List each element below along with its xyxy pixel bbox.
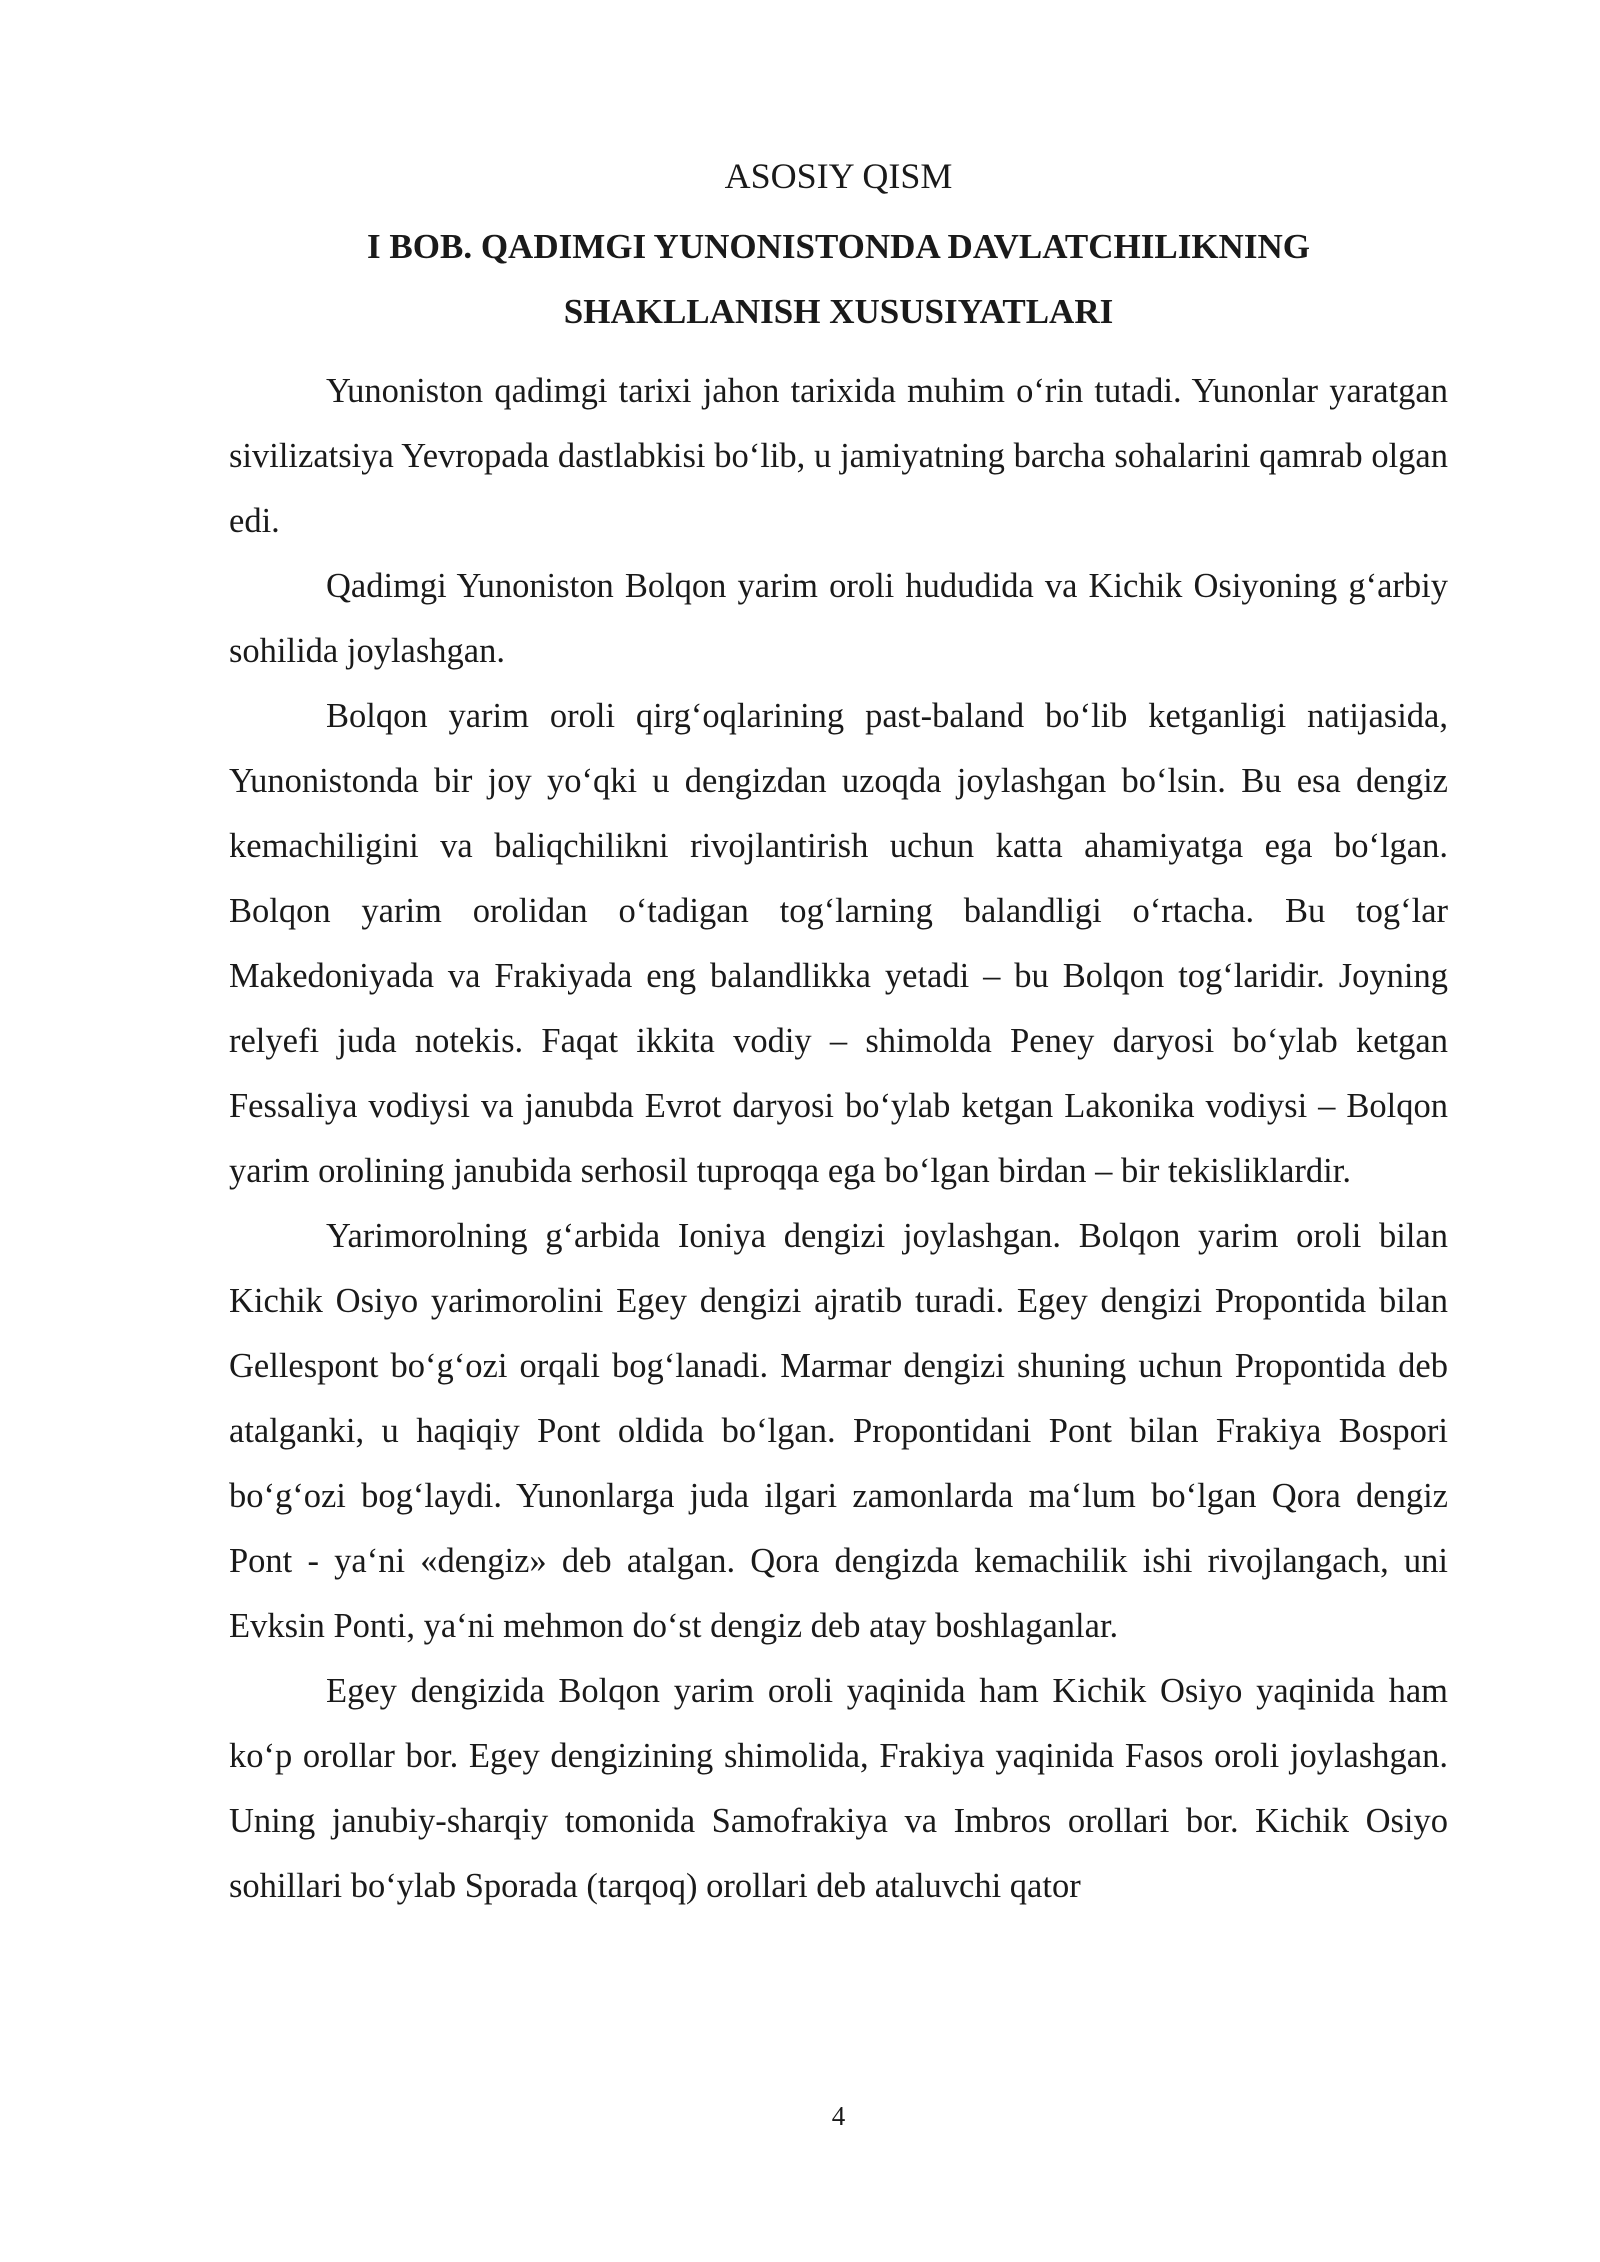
paragraph: Qadimgi Yunoniston Bolqon yarim oroli hududida va Kichik Osiyoning g‘arbiy sohilida joylashgan.: [229, 567, 1448, 670]
chapter-title-line-1: I BOB. QADIMGI YUNONISTONDA DAVLATCHILIKNING: [367, 227, 1310, 266]
paragraph: Yunoniston qadimgi tarixi jahon tarixida muhim o‘rin tutadi. Yunonlar yaratgan sivilizatsiya Yevropada dastlabkisi bo‘lib, u jamiyatning barcha sohalarini qamrab olgan edi.: [229, 372, 1448, 540]
paragraph: Bolqon yarim oroli qirg‘oqlarining past-baland bo‘lib ketganligi natijasida, Yunonistonda bir joy yo‘qki u dengizdan uzoqda joylashgan bo‘lsin. Bu esa dengiz kemachiligini va baliqchilikni rivojlantirish uchun katta ahamiyatga ega bo‘lgan. Bolqon yarim orolidan o‘tadigan tog‘larning balandligi o‘rtacha. Bu tog‘lar Makedoniyada va Frakiyada eng balandlikka yetadi – bu Bolqon tog‘laridir. Joyning relyefi juda notekis. Faqat ikkita vodiy – shimolda Peney daryosi bo‘ylab ketgan Fessaliya vodiysi va janubda Evrot daryosi bo‘ylab ketgan Lakonika vodiysi – Bolqon yarim orolining janubida serhosil tuproqqa ega bo‘lgan birdan – bir tekisliklardir.: [229, 697, 1448, 1190]
chapter-title: [229, 214, 1448, 344]
section-title: ASOSIY QISM: [724, 156, 953, 196]
chapter-title-line-2: SHAKLLANISH XUSUSIYATLARI: [563, 292, 1114, 331]
paragraph: Yarimorolning g‘arbida Ioniya dengizi joylashgan. Bolqon yarim oroli bilan Kichik Osiyo yarimorolini Egey dengizi ajratib turadi. Egey dengizi Propontida bilan Gellespont bo‘g‘ozi orqali bog‘lanadi. Marmar dengizi shuning uchun Propontida deb atalganki, u haqiqiy Pont oldida bo‘lgan. Propontidani Pont bilan Frakiya Bospori bo‘g‘ozi bog‘laydi. Yunonlarga juda ilgari zamonlarda ma‘lum bo‘lgan Qora dengiz Pont - ya‘ni «dengiz» deb atalgan. Qora dengizda kemachilik ishi rivojlangach, uni Evksin Ponti, ya‘ni mehmon do‘st dengiz deb atay boshlaganlar.: [229, 1217, 1448, 1645]
page-number: 4: [831, 2101, 846, 2131]
paragraph: Egey dengizida Bolqon yarim oroli yaqinida ham Kichik Osiyo yaqinida ham ko‘p orollar bor. Egey dengizining shimolida, Frakiya yaqinida Fasos oroli joylashgan. Uning janubiy-sharqiy tomonida Samofrakiya va Imbros orollari bor. Kichik Osiyo sohillari bo‘ylab Sporada (tarqoq) orollari deb ataluvchi qator: [229, 1672, 1448, 1905]
document-page: [229, 0, 1448, 2262]
body-text: [229, 359, 1448, 1919]
